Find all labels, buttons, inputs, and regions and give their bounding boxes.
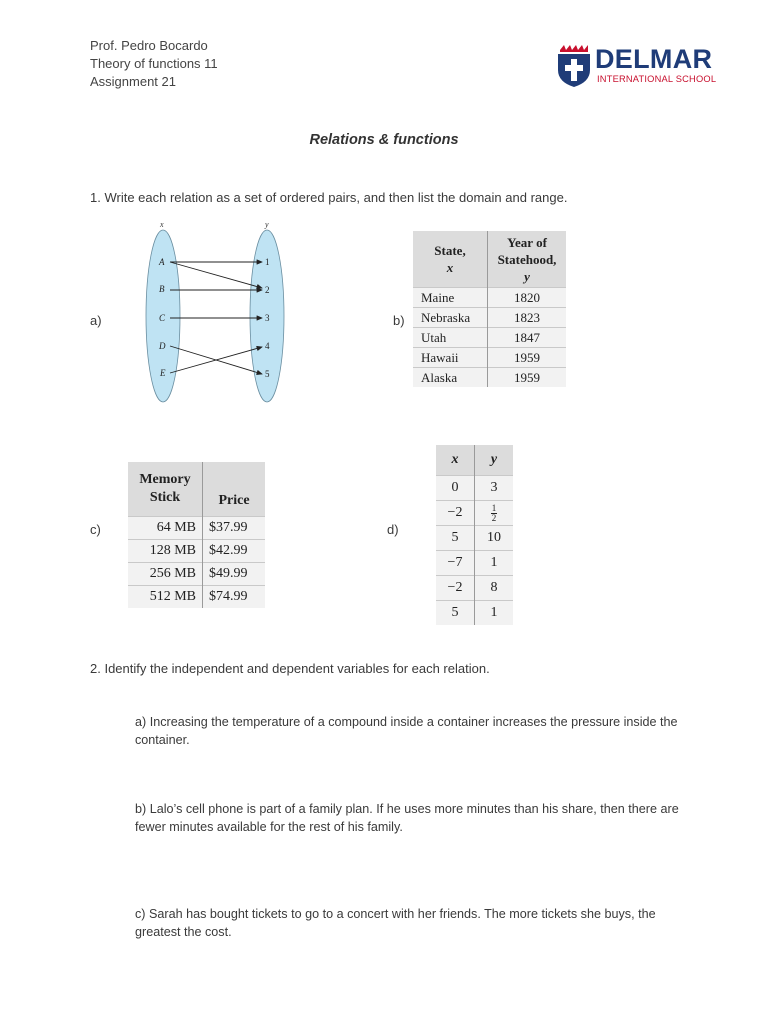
- school-logo: [556, 44, 726, 90]
- fraction-cell: [475, 501, 514, 526]
- course-name: Theory of functions 11: [90, 56, 218, 71]
- arrow-a-2: [170, 262, 262, 288]
- mapping-diagram: [140, 218, 306, 406]
- table-row: Utah 1847: [413, 328, 566, 348]
- table-row: 5 10: [436, 526, 513, 551]
- fraction-one-half: $\frac{1}{2}$: [491, 502, 497, 523]
- arrow-e-4: [170, 347, 262, 373]
- page-title: Relations & functions: [309, 132, 459, 148]
- table-row: 512 MB $74.99: [128, 586, 265, 609]
- range-element-5: 5: [265, 369, 270, 379]
- shield-icon: [556, 44, 592, 88]
- table-row: −2 8: [436, 576, 513, 601]
- table-row: −7 1: [436, 551, 513, 576]
- table-row: 5 1: [436, 601, 513, 626]
- domain-element-d: D: [159, 341, 166, 351]
- domain-element-c: C: [159, 313, 166, 323]
- domain-element-b: B: [159, 284, 165, 294]
- range-axis-label: y: [265, 220, 269, 229]
- table-row: Nebraska 1823: [413, 308, 566, 328]
- xy-table: [436, 445, 513, 625]
- memory-header: Memory Stick: [128, 462, 203, 517]
- table-row: Hawaii 1959: [413, 348, 566, 368]
- professor-name: Prof. Pedro Bocardo: [90, 38, 208, 53]
- range-element-1: 1: [265, 257, 270, 267]
- domain-element-e: E: [160, 368, 166, 378]
- label-b: b): [393, 313, 405, 328]
- assignment-number: Assignment 21: [90, 74, 176, 89]
- question-2c-text: c) Sarah has bought tickets to go to a concert with her friends. The more tickets she buys, the greatest the cost.: [135, 907, 656, 939]
- logo-subtitle: INTERNATIONAL SCHOOL: [597, 74, 717, 84]
- table-row: Maine 1820: [413, 288, 566, 308]
- xy-header-x: x: [436, 445, 475, 476]
- label-c: c): [90, 522, 101, 537]
- xy-header-y: y: [475, 445, 514, 476]
- domain-element-a: A: [159, 257, 165, 267]
- domain-axis-label: x: [160, 220, 164, 229]
- memory-stick-table: [128, 462, 265, 608]
- range-element-2: 2: [265, 285, 270, 295]
- statehood-table: [413, 231, 566, 387]
- table-row: Alaska 1959: [413, 368, 566, 388]
- statehood-header-year: Year of Statehood, y: [488, 231, 567, 288]
- table-row: 64 MB $37.99: [128, 517, 265, 540]
- question-2b-text: b) Lalo’s cell phone is part of a family plan. If he uses more minutes than his share, then there are fewer minutes available for the rest of his family.: [135, 802, 679, 834]
- range-element-3: 3: [265, 313, 270, 323]
- statehood-header-state: State, x: [413, 231, 488, 288]
- label-a: a): [90, 313, 102, 328]
- price-header: Price: [203, 462, 266, 517]
- table-row: 0 3: [436, 476, 513, 501]
- table-row: 256 MB $49.99: [128, 563, 265, 586]
- range-element-4: 4: [265, 341, 270, 351]
- question-2a-text: a) Increasing the temperature of a compound inside a container increases the pressure inside the container.: [135, 715, 678, 747]
- table-row: −2 $\frac{1}{2}$: [436, 501, 513, 526]
- question-1-text: 1. Write each relation as a set of ordered pairs, and then list the domain and range.: [90, 190, 568, 205]
- logo-name: DELMAR: [595, 44, 713, 74]
- table-row: 128 MB $42.99: [128, 540, 265, 563]
- label-d: d): [387, 522, 399, 537]
- question-2-text: 2. Identify the independent and dependent variables for each relation.: [90, 661, 490, 676]
